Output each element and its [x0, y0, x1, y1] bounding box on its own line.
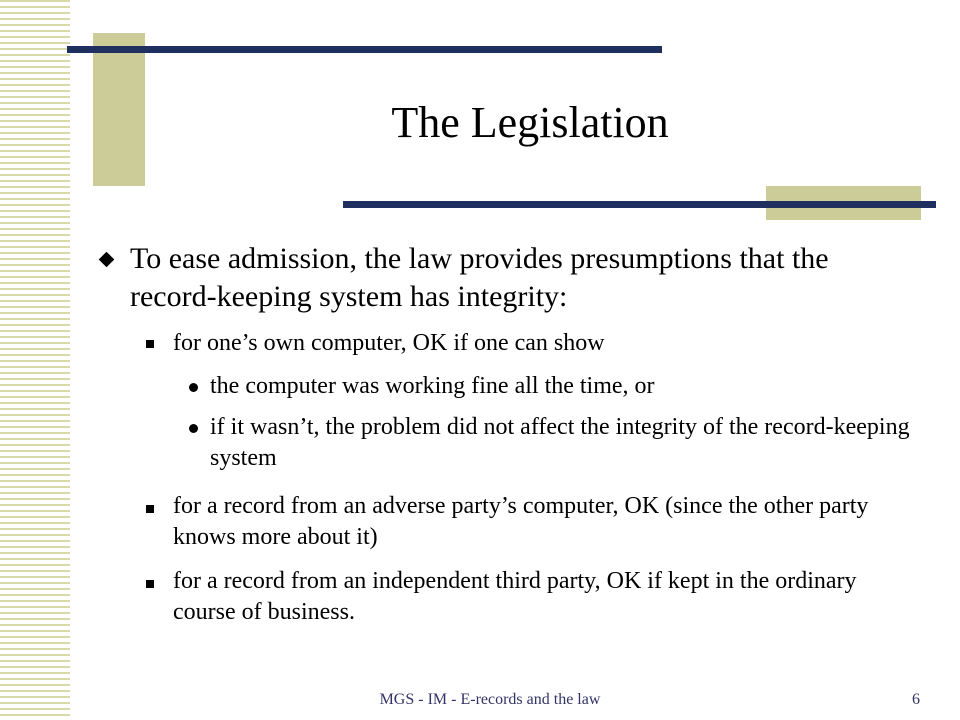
slide-title: The Legislation — [391, 98, 669, 147]
bullet-sub-third-party: for a record from an independent third party, OK if kept in the ordinary course of business. — [173, 568, 857, 625]
round-bullet-icon — [189, 383, 198, 392]
left-stripe-decoration — [0, 0, 70, 720]
square-bullet-icon — [146, 580, 154, 588]
top-rule — [67, 46, 662, 53]
page-number: 6 — [912, 691, 920, 708]
bullet-working-fine: the computer was working fine all the time, or — [210, 373, 655, 399]
square-bullet-icon — [146, 505, 154, 513]
diamond-bullet-icon — [99, 252, 115, 268]
bottom-title-rule — [343, 201, 936, 208]
bullet-sub-adverse-party: for a record from an adverse party’s computer, OK (since the other party knows more about it) — [173, 493, 869, 550]
bullet-main: To ease admission, the law provides presumptions that the record-keeping system has integrity: — [130, 242, 829, 313]
round-bullet-icon — [189, 424, 198, 433]
footer-text: MGS - IM - E-records and the law — [379, 691, 601, 708]
top-accent-block — [93, 33, 145, 186]
bullet-problem-integrity: if it wasn’t, the problem did not affect the integrity of the record-keeping system — [210, 414, 910, 471]
bullet-sub-own-computer: for one’s own computer, OK if one can show — [173, 330, 605, 356]
square-bullet-icon — [146, 340, 154, 348]
